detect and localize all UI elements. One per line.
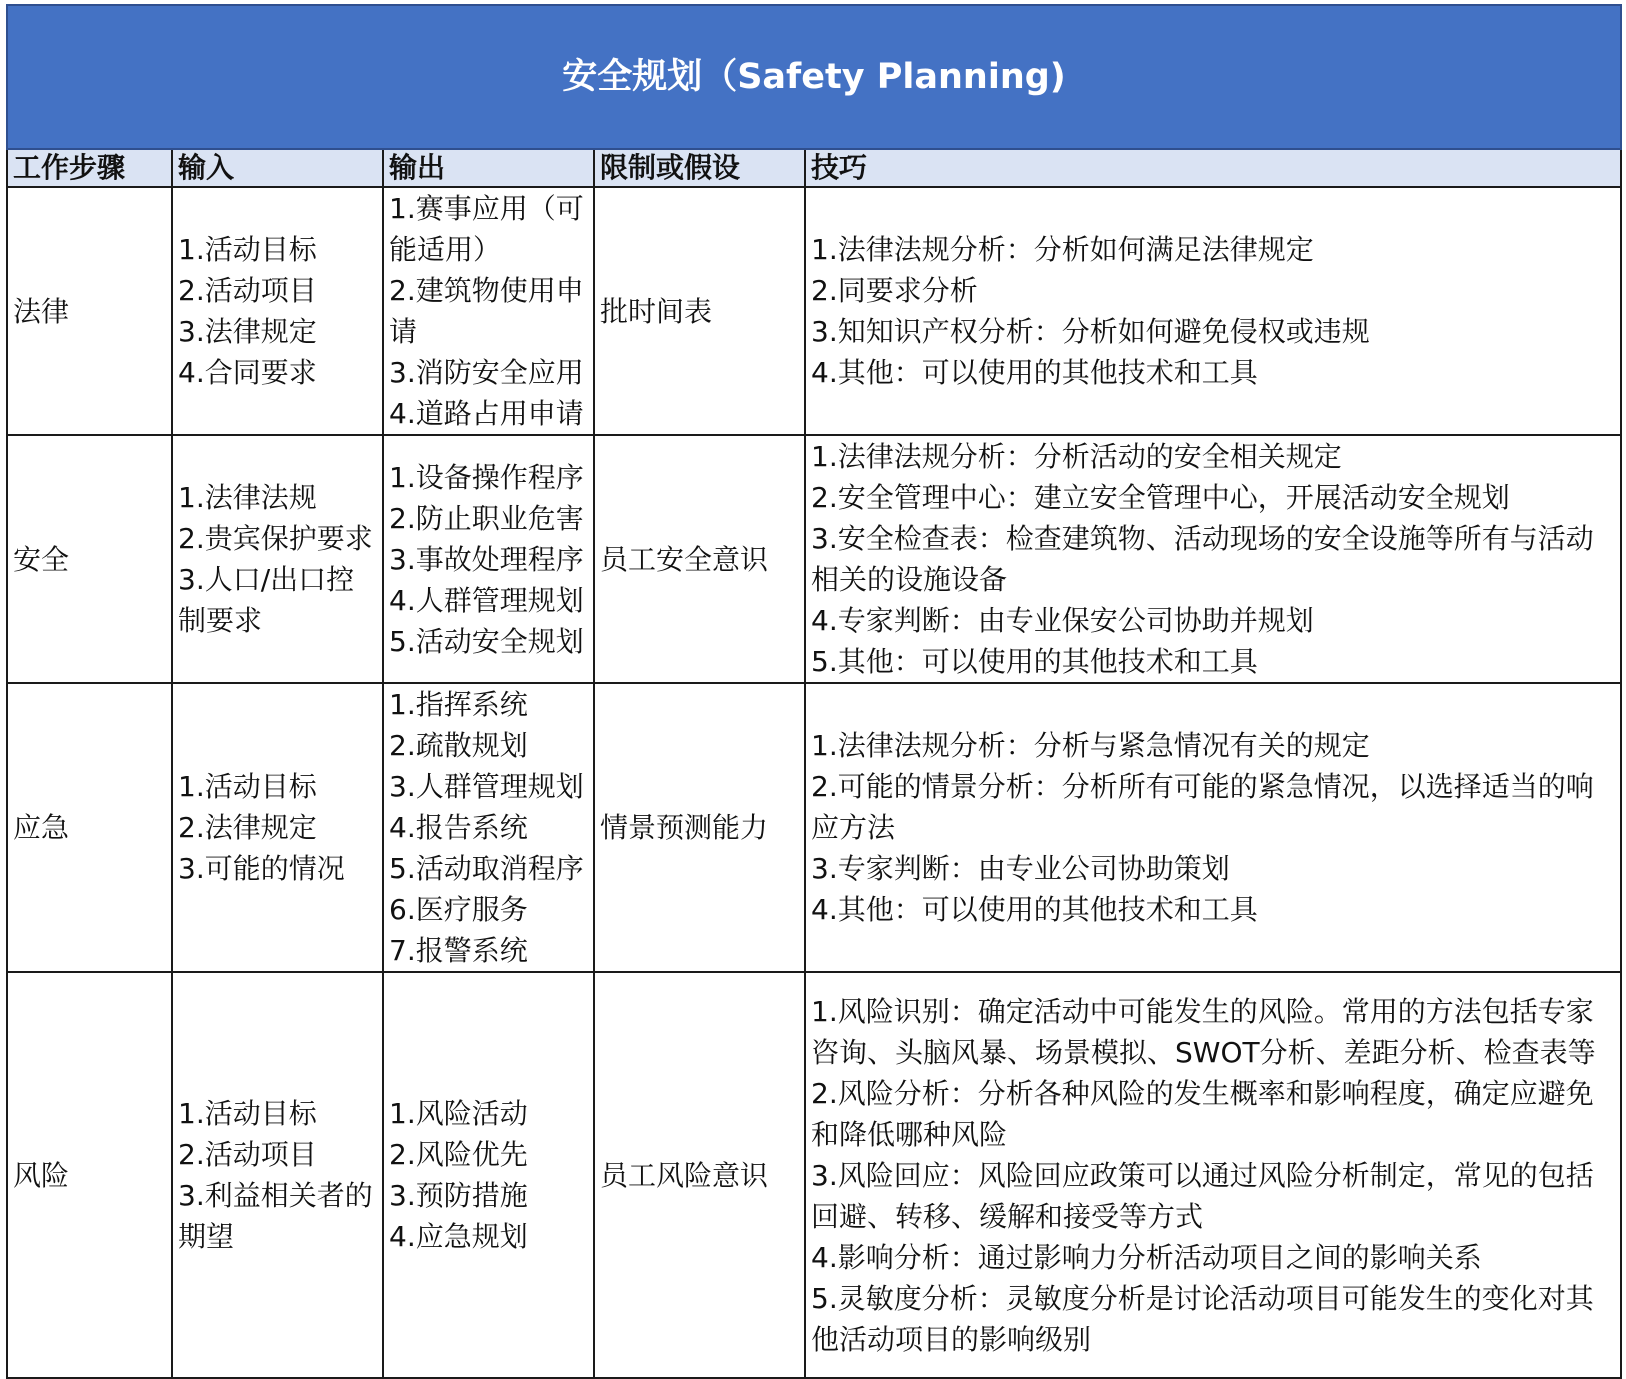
list-item: 5.其他：可以使用的其他技术和工具 — [811, 645, 1258, 678]
list-item: 3.利益相关者的期望 — [178, 1179, 373, 1253]
list-item: 2.同要求分析 — [811, 274, 978, 307]
table-row — [7, 435, 1621, 683]
cell-outputs — [383, 435, 594, 683]
table-title: 安全规划（Safety Planning) — [7, 5, 1621, 149]
list-item: 1.法律法规分析：分析与紧急情况有关的规定 — [811, 729, 1370, 762]
list-item: 2.防止职业危害 — [389, 501, 584, 535]
list-item: 3.人口/出口控制要求 — [178, 563, 355, 637]
list-item: 3.事故处理程序 — [389, 542, 584, 576]
list-item: 4.专家判断：由专业保安公司协助并规划 — [811, 604, 1314, 637]
table-row — [7, 683, 1621, 972]
cell-step: 应急 — [7, 683, 172, 972]
cell-techniques — [805, 187, 1621, 435]
list-item: 4.人群管理规划 — [389, 583, 584, 617]
header-input: 输入 — [172, 149, 383, 187]
cell-outputs — [383, 187, 594, 435]
cell-constraint: 员工安全意识 — [594, 435, 805, 683]
cell-constraint: 批时间表 — [594, 187, 805, 435]
safety-planning-table — [6, 4, 1622, 1379]
list-item: 4.道路占用申请 — [389, 397, 584, 430]
list-item: 1.活动目标 — [178, 233, 317, 266]
list-item: 2.安全管理中心：建立安全管理中心，开展活动安全规划 — [811, 481, 1510, 514]
header-constraint: 限制或假设 — [594, 149, 805, 187]
list-item: 1.活动目标 — [178, 770, 317, 803]
header-step: 工作步骤 — [7, 149, 172, 187]
list-item: 3.预防措施 — [389, 1179, 528, 1212]
list-item: 4.其他：可以使用的其他技术和工具 — [811, 356, 1258, 389]
cell-outputs — [383, 683, 594, 972]
list-item: 4.报告系统 — [389, 811, 528, 844]
list-item: 3.法律规定 — [178, 315, 317, 348]
list-item: 2.疏散规划 — [389, 729, 528, 762]
list-item: 3.安全检查表：检查建筑物、活动现场的安全设施等所有与活动相关的设施设备 — [811, 522, 1594, 596]
list-item: 2.活动项目 — [178, 274, 317, 307]
list-item: 7.报警系统 — [389, 934, 528, 967]
list-item: 3.消防安全应用 — [389, 356, 584, 389]
list-item: 1.法律法规分析：分析活动的安全相关规定 — [811, 440, 1342, 473]
list-item: 1.活动目标 — [178, 1097, 317, 1130]
cell-inputs — [172, 683, 383, 972]
cell-step: 风险 — [7, 972, 172, 1378]
cell-techniques — [805, 683, 1621, 972]
list-item: 2.贵宾保护要求 — [178, 522, 373, 555]
list-item: 1.风险识别：确定活动中可能发生的风险。常用的方法包括专家咨询、头脑风暴、场景模拟、SWOT分析、差距分析、检查表等 — [811, 994, 1596, 1069]
list-item: 3.人群管理规划 — [389, 770, 584, 803]
list-item: 1.法律法规分析：分析如何满足法律规定 — [811, 233, 1314, 266]
list-item: 5.活动安全规划 — [389, 624, 584, 658]
list-item: 1.指挥系统 — [389, 688, 528, 721]
list-item: 4.应急规划 — [389, 1220, 528, 1253]
cell-step: 安全 — [7, 435, 172, 683]
table-row — [7, 972, 1621, 1378]
list-item: 4.合同要求 — [178, 356, 317, 389]
header-output: 输出 — [383, 149, 594, 187]
list-item: 5.活动取消程序 — [389, 852, 584, 885]
list-item: 2.风险优先 — [389, 1138, 528, 1171]
list-item: 1.法律法规 — [178, 481, 317, 514]
list-item: 5.灵敏度分析：灵敏度分析是讨论活动项目可能发生的变化对其他活动项目的影响级别 — [811, 1281, 1594, 1356]
list-item: 2.风险分析：分析各种风险的发生概率和影响程度，确定应避免和降低哪种风险 — [811, 1076, 1594, 1151]
cell-inputs — [172, 187, 383, 435]
list-item: 2.活动项目 — [178, 1138, 317, 1171]
cell-inputs — [172, 435, 383, 683]
list-item: 2.法律规定 — [178, 811, 317, 844]
list-item: 1.赛事应用（可能适用） — [389, 192, 584, 266]
cell-constraint: 员工风险意识 — [594, 972, 805, 1378]
safety-planning-table-wrapper — [6, 4, 1620, 1379]
header-technique: 技巧 — [805, 149, 1621, 187]
cell-techniques — [805, 435, 1621, 683]
table-row — [7, 187, 1621, 435]
list-item: 3.专家判断：由专业公司协助策划 — [811, 852, 1230, 885]
list-item: 1.风险活动 — [389, 1097, 528, 1130]
list-item: 3.可能的情况 — [178, 852, 345, 885]
cell-constraint: 情景预测能力 — [594, 683, 805, 972]
list-item: 1.设备操作程序 — [389, 460, 584, 494]
cell-outputs — [383, 972, 594, 1378]
list-item: 4.影响分析：通过影响力分析活动项目之间的影响关系 — [811, 1240, 1482, 1274]
list-item: 3.知知识产权分析：分析如何避免侵权或违规 — [811, 315, 1370, 348]
list-item: 4.其他：可以使用的其他技术和工具 — [811, 893, 1258, 926]
list-item: 2.可能的情景分析：分析所有可能的紧急情况，以选择适当的响应方法 — [811, 770, 1594, 844]
list-item: 6.医疗服务 — [389, 893, 528, 926]
cell-inputs — [172, 972, 383, 1378]
list-item: 2.建筑物使用申请 — [389, 274, 584, 348]
cell-techniques — [805, 972, 1621, 1378]
list-item: 3.风险回应：风险回应政策可以通过风险分析制定，常见的包括回避、转移、缓解和接受等方式 — [811, 1158, 1594, 1233]
cell-step: 法律 — [7, 187, 172, 435]
